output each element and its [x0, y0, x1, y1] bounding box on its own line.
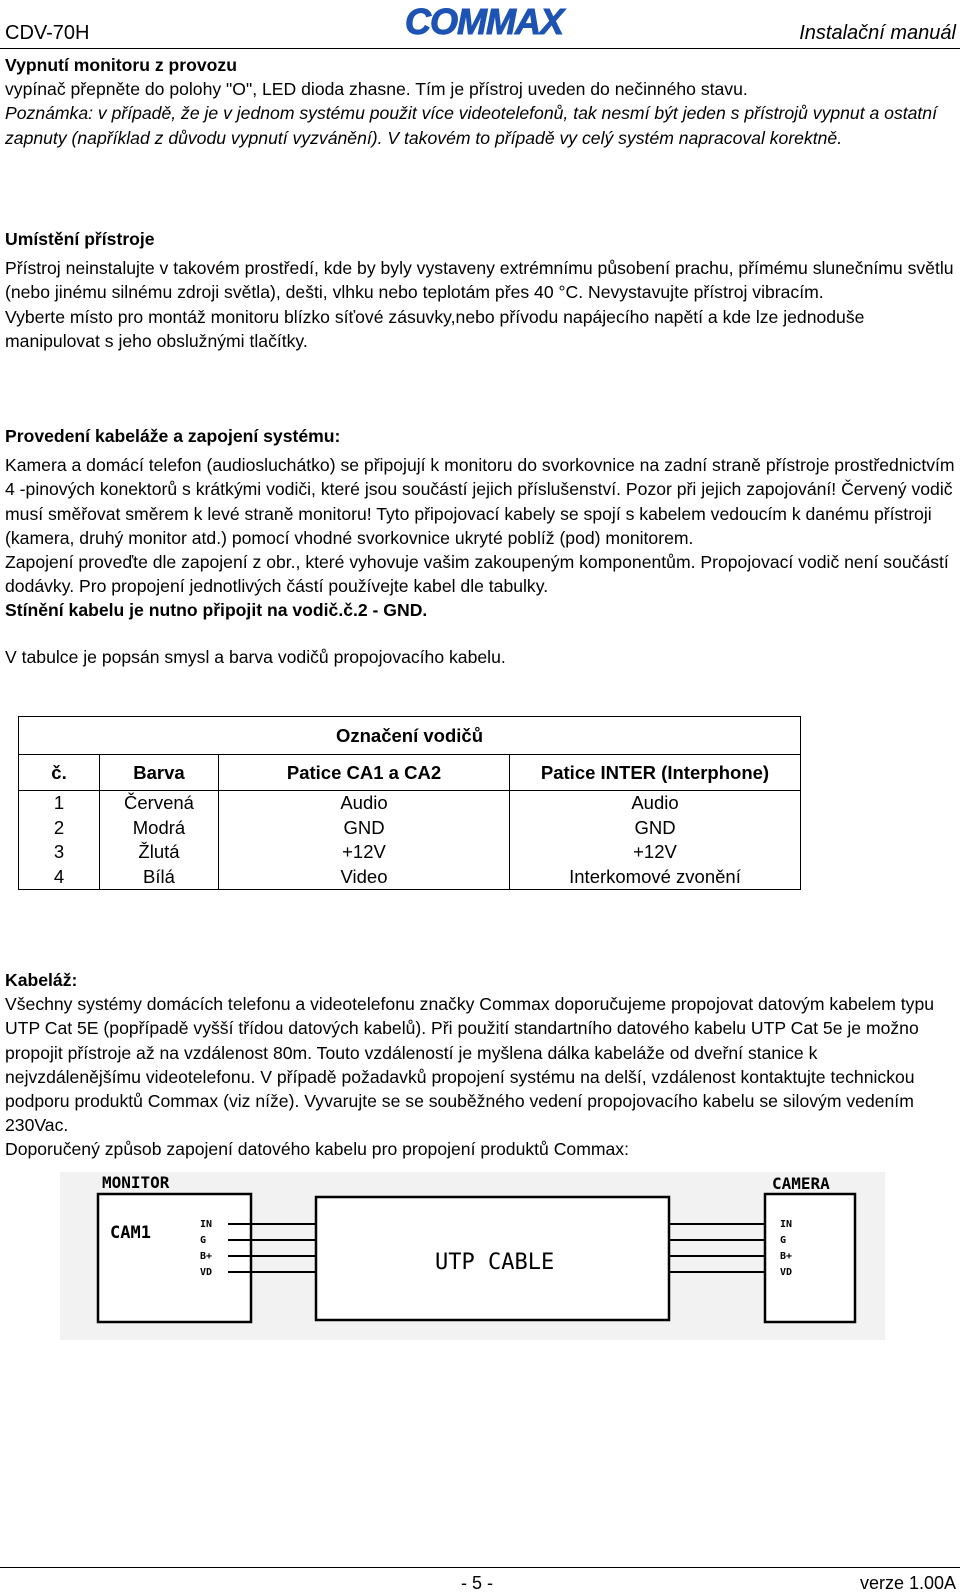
table-cell: Červená — [124, 792, 194, 813]
number-column — [19, 791, 100, 890]
svg-text:IN: IN — [200, 1219, 213, 1230]
table-intro: V tabulce je popsán smysl a barva vodičů propojovacího kabelu. — [5, 646, 506, 667]
cabling-title: Kabeláž: — [5, 970, 78, 990]
ca-column — [219, 791, 510, 890]
header-cell: č. — [19, 755, 100, 791]
header-cell: Patice CA1 a CA2 — [219, 755, 510, 791]
table-cell: Audio — [340, 792, 388, 813]
cable-diagram — [60, 1172, 885, 1340]
table-cell: Bílá — [143, 865, 175, 887]
utp-cable-label: UTP CABLE — [435, 1250, 555, 1275]
wiring-para-1: Kamera a domácí telefon (audiosluchátko) se připojují k monitoru do svorkovnice na zadní straně přístroje prostřednictvím 4 -pinových konektorů s krátkými vodiči, které jsou součástí jejich příslušenství. Pozor při jejich zapojování! Červený vodič musí směřovat směrem k levé straně monitoru! Tyto připojovací kabely se spojí s kabelem vedoucím k danému přístroji (kamera, druhý monitor atd.) pomocí vhodné svorkovnice ukryté poblíž (pod) monitorem. — [5, 455, 955, 548]
power-off-note: Poznámka: v případě, že je v jednom systému použit více videotelefonů, tak nesmí být jeden s přístrojů vypnut a ostatní zapnuty (například z důvodu vypnutí vyzvánění). V takovém to případě vy celý systém napracoval korektně. — [5, 103, 937, 148]
cabling-section — [5, 968, 955, 1162]
shield-note: Stínění kabelu je nutno připojit na vodič.č.2 - GND. — [5, 600, 428, 621]
wire-table-header — [19, 755, 801, 791]
svg-text:VD: VD — [200, 1267, 213, 1278]
model-name: CDV-70H — [5, 22, 90, 44]
placement-para-2: Vyberte místo pro montáž monitoru blízko síťové zásuvky,nebo přívodu napájecího napětí a kde lze jednoduše manipulovat s jeho obslužnými tlačítky. — [5, 306, 865, 351]
svg-text:IN: IN — [780, 1219, 793, 1230]
table-cell: 4 — [53, 865, 65, 887]
table-cell: Audio — [631, 792, 679, 813]
svg-text:G: G — [780, 1235, 787, 1246]
wire-table-body — [19, 791, 801, 890]
svg-text:B+: B+ — [780, 1251, 793, 1262]
camera-label: CAMERA — [772, 1174, 830, 1193]
page-number: - 5 - — [461, 1573, 494, 1593]
monitor-label: MONITOR — [102, 1173, 170, 1192]
doc-title: Instalační manuál — [799, 22, 956, 44]
color-column — [100, 791, 219, 890]
table-cell: Žlutá — [138, 841, 180, 862]
header-cell: Patice INTER (Interphone) — [510, 755, 801, 791]
power-off-section — [5, 53, 955, 150]
svg-text:COMMAX: COMMAX — [405, 4, 563, 42]
inter-column — [510, 791, 801, 890]
camera-box — [765, 1194, 855, 1322]
table-cell: 1 — [53, 792, 65, 813]
cabling-para: Všechny systémy domácích telefonu a videotelefonu značky Commax doporučujeme propojovat datovým kabelem typu UTP Cat 5E (popřípadě vyšší třídou datových kabelů). Při použití standartního datového kabelu UTP Cat 5e je možno propojit přístroje až na vzdálenost 80m. Touto vzdáleností je myšlena dálka kabeláže od dveřní stanice k nejvzdálenějšímu videotelefonu. V případě požadavků propojení systému na delší, vzdálenost kontaktujte technickou podporu produktů Commax (viz níže). Vyvarujte se se souběžného vedení propojovacího kabelu se silovým vedením 230Vac. — [5, 994, 935, 1136]
table-cell: Interkomové zvonění — [569, 865, 741, 887]
placement-para-1: Přístroj neinstalujte v takovém prostředí, kde by byly vystaveny extrémnímu působení prachu, přímému slunečnímu světlu (nebo jinému silnému zdroji světla), dešti, vlhku nebo teplotám přes 40 °C. Nevystavujte přístroj vibracím. — [5, 258, 954, 303]
header-divider — [0, 48, 960, 49]
table-cell: GND — [634, 816, 676, 838]
wiring-title: Provedení kabeláže a zapojení systému: — [5, 426, 341, 446]
placement-title: Umístění přístroje — [5, 229, 155, 249]
svg-text:VD: VD — [780, 1267, 793, 1278]
table-cell: 2 — [53, 816, 65, 838]
commax-logo — [382, 4, 586, 42]
wiring-para-2: Zapojení proveďte dle zapojení z obr., které vyhovuje vašim zakoupeným komponentům. Propojovací vodič není součástí dodávky. Pro propojení jednotlivých částí používejte kabel dle tabulky. — [5, 552, 949, 597]
wire-table — [18, 716, 801, 890]
power-off-text: vypínač přepněte do polohy "O", LED dioda zhasne. Tím je přístroj uveden do nečinného stavu. — [5, 79, 748, 100]
version-label: verze 1.00A — [859, 1573, 956, 1593]
footer-divider — [0, 1567, 960, 1568]
svg-text:B+: B+ — [200, 1251, 213, 1262]
table-cell: Video — [340, 865, 388, 887]
table-cell: Modrá — [132, 816, 186, 838]
table-cell: GND — [343, 816, 385, 838]
monitor-box — [98, 1194, 251, 1322]
power-off-title: Vypnutí monitoru z provozu — [5, 55, 237, 75]
table-cell: +12V — [633, 841, 677, 862]
header-cell: Barva — [100, 755, 219, 791]
table-cell: 3 — [53, 841, 65, 862]
svg-text:G: G — [200, 1235, 207, 1246]
wiring-section — [5, 424, 955, 669]
table-cell: +12V — [342, 841, 386, 862]
diagram-intro: Doporučený způsob zapojení datového kabelu pro propojení produktů Commax: — [5, 1139, 629, 1160]
placement-section — [5, 227, 955, 353]
cam1-label: CAM1 — [110, 1223, 151, 1243]
wire-table-caption: Označení vodičů — [19, 717, 801, 755]
